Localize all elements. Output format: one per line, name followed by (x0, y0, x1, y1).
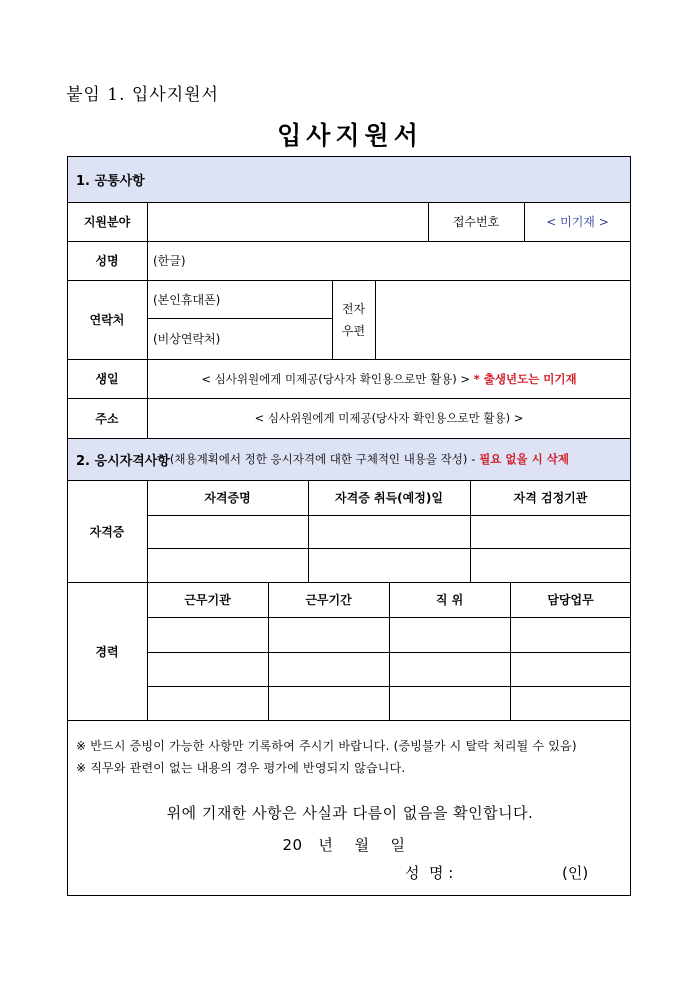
career-row1-period[interactable] (269, 618, 388, 651)
email-label (332, 280, 375, 359)
career-row1-position[interactable] (390, 618, 509, 651)
section2-title-row (68, 438, 630, 480)
cert-row1-agency[interactable] (471, 516, 630, 547)
note-2: ※ 직무와 관련이 없는 내용의 경우 평가에 반영되지 않습니다. (76, 761, 406, 775)
email-label-line1: 전자 (341, 301, 366, 316)
career-row3-duty[interactable] (511, 687, 630, 719)
receipt-value: < 미기재 > (546, 215, 609, 229)
cert-header-name: 자격증명 (204, 491, 251, 505)
name-input[interactable]: (한글) (153, 254, 186, 268)
signature-field[interactable] (478, 860, 558, 882)
career-label: 경력 (95, 644, 119, 659)
section2-separator: - (471, 452, 476, 466)
address-input[interactable]: < 심사위원에게 미제공(당사자 확인용으로만 활용) > (254, 411, 524, 425)
cert-row2-name[interactable] (148, 549, 307, 581)
career-row3-period[interactable] (269, 687, 388, 719)
career-row1-org[interactable] (148, 618, 267, 651)
birth-warning: * 출생년도는 미기재 (473, 371, 577, 386)
signature-label: 성 명 : (405, 864, 454, 882)
section1-title: 1. 공통사항 (76, 174, 145, 189)
career-row2-duty[interactable] (511, 653, 630, 685)
birth-note: < 심사위원에게 미제공(당사자 확인용으로만 활용) > (201, 371, 471, 386)
career-row3-org[interactable] (148, 687, 267, 719)
career-header-period: 근무기간 (305, 593, 352, 607)
date-line: 20 년 월 일 (282, 836, 406, 854)
field-label: 지원분야 (83, 215, 131, 229)
contact-label: 연락처 (89, 313, 125, 327)
mobile-input[interactable]: (본인휴대폰) (153, 292, 221, 307)
cert-label: 자격증 (89, 524, 125, 539)
career-header-position: 직 위 (435, 593, 464, 607)
career-header-org: 근무기관 (184, 593, 231, 607)
cert-row2-date[interactable] (309, 549, 469, 581)
email-input[interactable] (376, 281, 630, 358)
career-row2-period[interactable] (269, 653, 388, 685)
attachment-label: 붙임 1. 입사지원서 (66, 85, 219, 105)
note-1: ※ 반드시 증빙이 가능한 사항만 기록하여 주시기 바랍니다. (증빙불가 시 탈락 처리될 수 있음) (76, 739, 577, 753)
section2-title: 2. 응시자격사항 (76, 453, 170, 469)
name-label: 성명 (95, 254, 119, 268)
career-row1-duty[interactable] (511, 618, 630, 651)
section2-subtitle: (채용계획에서 정한 응시자격에 대한 구체적인 내용을 작성) (169, 452, 468, 466)
birth-input[interactable] (148, 360, 630, 397)
cert-header-agency: 자격 검정기관 (513, 491, 588, 505)
career-header-duty: 담당업무 (547, 593, 594, 607)
confirmation-text: 위에 기재한 사항은 사실과 다름이 없음을 확인합니다. (166, 804, 534, 822)
receipt-label: 접수번호 (452, 215, 500, 229)
section2-warning: 필요 없을 시 삭제 (479, 452, 569, 466)
cert-row1-name[interactable] (148, 516, 307, 547)
career-row2-org[interactable] (148, 653, 267, 685)
field-input[interactable] (148, 203, 427, 240)
career-row3-position[interactable] (390, 687, 509, 719)
cert-row2-agency[interactable] (471, 549, 630, 581)
address-label: 주소 (95, 411, 119, 426)
career-row2-position[interactable] (390, 653, 509, 685)
document-title: 입사지원서 (277, 121, 423, 150)
emergency-input[interactable]: (비상연락처) (153, 332, 221, 346)
cert-row1-date[interactable] (309, 516, 469, 547)
cert-header-date: 자격증 취득(예정)일 (335, 491, 443, 505)
seal-mark: (인) (562, 864, 589, 882)
email-label-line2: 우편 (341, 323, 366, 338)
birth-label: 생일 (95, 372, 119, 386)
